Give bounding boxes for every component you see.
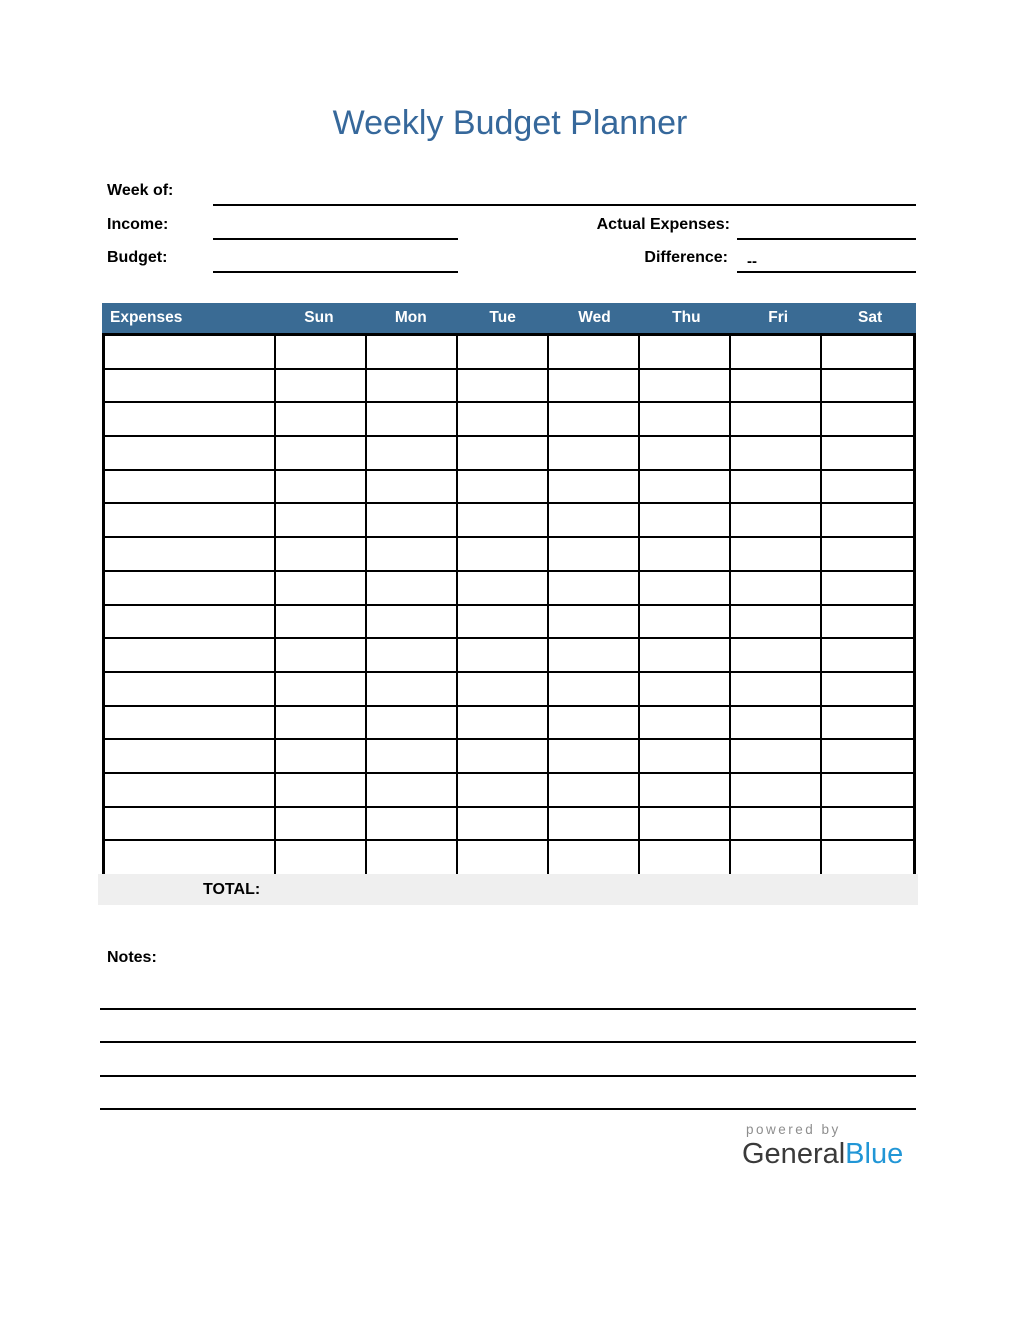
page-title: Weekly Budget Planner: [332, 104, 688, 142]
table-row: [105, 538, 913, 572]
empty-cell: [549, 606, 640, 638]
table-row: [105, 673, 913, 707]
empty-cell: [276, 538, 367, 570]
table-row: [105, 504, 913, 538]
empty-cell: [731, 707, 822, 739]
expenses-table: [102, 303, 916, 878]
empty-cell: [367, 538, 458, 570]
empty-cell: [640, 403, 731, 435]
empty-cell: [731, 639, 822, 671]
empty-cell: [276, 437, 367, 469]
empty-cell: [731, 606, 822, 638]
column-header-fri: Fri: [768, 309, 789, 326]
empty-cell: [276, 740, 367, 772]
empty-cell: [367, 471, 458, 503]
empty-cell: [731, 673, 822, 705]
empty-cell: [640, 707, 731, 739]
logo-general-text: General: [742, 1138, 846, 1170]
empty-cell: [822, 707, 913, 739]
empty-cell: [105, 370, 276, 402]
empty-cell: [367, 707, 458, 739]
empty-cell: [822, 437, 913, 469]
empty-cell: [458, 707, 549, 739]
empty-cell: [822, 538, 913, 570]
empty-cell: [640, 471, 731, 503]
brand-footer: [742, 1122, 904, 1170]
empty-cell: [458, 403, 549, 435]
difference-field: --: [737, 253, 916, 273]
empty-cell: [549, 572, 640, 604]
empty-cell: [105, 774, 276, 806]
table-row: [105, 639, 913, 673]
empty-cell: [367, 504, 458, 536]
column-header-thu: Thu: [672, 309, 701, 326]
empty-cell: [640, 606, 731, 638]
empty-cell: [549, 370, 640, 402]
actual-expenses-label: Actual Expenses:: [596, 216, 730, 233]
empty-cell: [367, 740, 458, 772]
actual-expenses-field: [737, 220, 916, 240]
empty-cell: [105, 639, 276, 671]
empty-cell: [731, 437, 822, 469]
empty-cell: [549, 808, 640, 840]
empty-cell: [276, 336, 367, 368]
column-header-expenses: Expenses: [110, 309, 183, 326]
empty-cell: [731, 841, 822, 875]
empty-cell: [731, 336, 822, 368]
empty-cell: [640, 437, 731, 469]
empty-cell: [822, 504, 913, 536]
empty-cell: [276, 841, 367, 875]
table-body: [102, 333, 916, 878]
empty-cell: [458, 370, 549, 402]
powered-by-text: powered by: [746, 1122, 841, 1137]
empty-cell: [276, 572, 367, 604]
notes-label: Notes:: [107, 949, 157, 966]
table-row: [105, 370, 913, 404]
empty-cell: [822, 336, 913, 368]
empty-cell: [731, 370, 822, 402]
empty-cell: [549, 774, 640, 806]
table-row: [105, 808, 913, 842]
empty-cell: [640, 673, 731, 705]
empty-cell: [549, 841, 640, 875]
table-row: [105, 841, 913, 875]
empty-cell: [731, 538, 822, 570]
empty-cell: [731, 740, 822, 772]
empty-cell: [640, 841, 731, 875]
week-of-field: [213, 186, 916, 206]
table-row: [105, 606, 913, 640]
empty-cell: [367, 437, 458, 469]
note-line: [100, 1077, 916, 1111]
general-blue-logo: [742, 1138, 904, 1170]
table-row: [105, 774, 913, 808]
table-row: [105, 437, 913, 471]
empty-cell: [731, 774, 822, 806]
table-row: [105, 471, 913, 505]
empty-cell: [458, 639, 549, 671]
empty-cell: [731, 572, 822, 604]
empty-cell: [458, 606, 549, 638]
empty-cell: [458, 504, 549, 536]
empty-cell: [367, 336, 458, 368]
empty-cell: [105, 606, 276, 638]
empty-cell: [731, 504, 822, 536]
empty-cell: [822, 808, 913, 840]
empty-cell: [105, 336, 276, 368]
empty-cell: [549, 403, 640, 435]
empty-cell: [367, 370, 458, 402]
empty-cell: [822, 639, 913, 671]
empty-cell: [367, 841, 458, 875]
week-of-label: Week of:: [107, 182, 174, 199]
empty-cell: [549, 471, 640, 503]
empty-cell: [105, 740, 276, 772]
column-header-sat: Sat: [858, 309, 883, 326]
budget-label: Budget:: [107, 249, 168, 266]
empty-cell: [822, 673, 913, 705]
note-line: [100, 1010, 916, 1044]
empty-cell: [458, 471, 549, 503]
empty-cell: [822, 606, 913, 638]
total-label: TOTAL:: [203, 881, 261, 898]
empty-cell: [105, 572, 276, 604]
empty-cell: [549, 336, 640, 368]
empty-cell: [458, 336, 549, 368]
empty-cell: [458, 740, 549, 772]
empty-cell: [105, 504, 276, 536]
empty-cell: [549, 437, 640, 469]
empty-cell: [367, 403, 458, 435]
empty-cell: [105, 707, 276, 739]
empty-cell: [105, 437, 276, 469]
empty-cell: [549, 538, 640, 570]
empty-cell: [105, 538, 276, 570]
empty-cell: [822, 370, 913, 402]
empty-cell: [458, 808, 549, 840]
empty-cell: [367, 606, 458, 638]
empty-cell: [731, 808, 822, 840]
column-header-sun: Sun: [304, 309, 334, 326]
empty-cell: [549, 707, 640, 739]
empty-cell: [276, 639, 367, 671]
empty-cell: [276, 673, 367, 705]
empty-cell: [822, 471, 913, 503]
empty-cell: [105, 841, 276, 875]
logo-blue-text: Blue: [845, 1138, 904, 1170]
empty-cell: [549, 504, 640, 536]
column-header-mon: Mon: [394, 309, 427, 326]
empty-cell: [367, 639, 458, 671]
empty-cell: [367, 673, 458, 705]
empty-cell: [640, 538, 731, 570]
table-row: [105, 740, 913, 774]
empty-cell: [640, 504, 731, 536]
budget-field: [213, 253, 458, 273]
empty-cell: [105, 403, 276, 435]
empty-cell: [640, 808, 731, 840]
income-field: [213, 220, 458, 240]
empty-cell: [822, 572, 913, 604]
table-row: [105, 572, 913, 606]
empty-cell: [640, 639, 731, 671]
empty-cell: [367, 572, 458, 604]
empty-cell: [640, 572, 731, 604]
note-line: [100, 1043, 916, 1077]
note-line: [100, 976, 916, 1010]
empty-cell: [822, 403, 913, 435]
empty-cell: [731, 471, 822, 503]
column-header-wed: Wed: [578, 309, 611, 326]
table-row: [105, 707, 913, 741]
empty-cell: [549, 740, 640, 772]
empty-cell: [458, 774, 549, 806]
empty-cell: [822, 841, 913, 875]
empty-cell: [731, 403, 822, 435]
empty-cell: [276, 471, 367, 503]
empty-cell: [276, 808, 367, 840]
empty-cell: [367, 774, 458, 806]
income-label: Income:: [107, 216, 169, 233]
empty-cell: [105, 808, 276, 840]
empty-cell: [640, 370, 731, 402]
empty-cell: [458, 841, 549, 875]
empty-cell: [276, 370, 367, 402]
empty-cell: [276, 403, 367, 435]
empty-cell: [458, 538, 549, 570]
empty-cell: [367, 808, 458, 840]
empty-cell: [105, 673, 276, 705]
column-header-tue: Tue: [489, 309, 516, 326]
table-row: [105, 336, 913, 370]
total-row: [98, 874, 918, 905]
empty-cell: [549, 673, 640, 705]
empty-cell: [458, 572, 549, 604]
difference-label: Difference:: [644, 249, 728, 266]
empty-cell: [640, 774, 731, 806]
empty-cell: [822, 774, 913, 806]
empty-cell: [105, 471, 276, 503]
table-header-row: [102, 303, 916, 333]
table-row: [105, 403, 913, 437]
empty-cell: [640, 740, 731, 772]
empty-cell: [458, 673, 549, 705]
empty-cell: [276, 504, 367, 536]
empty-cell: [276, 606, 367, 638]
empty-cell: [458, 437, 549, 469]
empty-cell: [276, 774, 367, 806]
empty-cell: [640, 336, 731, 368]
empty-cell: [276, 707, 367, 739]
empty-cell: [822, 740, 913, 772]
notes-lines: [100, 976, 916, 1110]
empty-cell: [549, 639, 640, 671]
